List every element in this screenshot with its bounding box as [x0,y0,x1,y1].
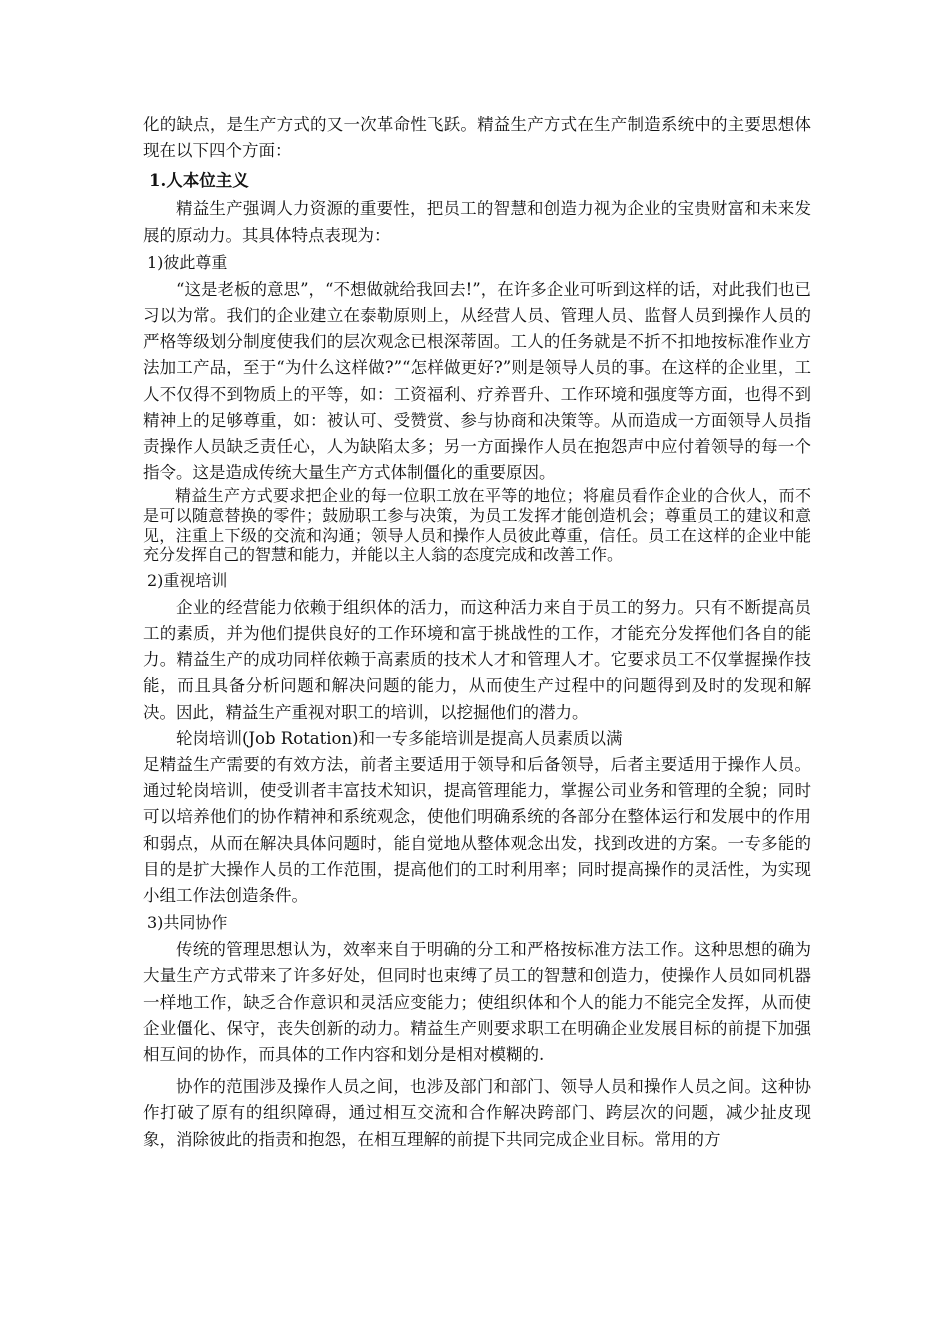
section1-paragraph: 精益生产强调人力资源的重要性，把员工的智慧和创造力视为企业的宝贵财富和未来发展的原动力。其具体特点表现为： [143,199,811,245]
subheading-training: 2)重视培训 [147,570,228,590]
cooperation-paragraph-1: 传统的管理思想认为，效率来自于明确的分工和严格按标准方法工作。这种思想的确为大量生产方式带来了许多好处，但同时也束缚了员工的智慧和创造力，使操作人员如同机器一样地工作，缺乏合作意识和灵活应变能力；使组织体和个人的能力不能完全发挥，从而使企业僵化、保守，丧失创新的动力。精益生产则要求职工在明确企业发展目标的前提下加强相互间的协作，而具体的工作内容和划分是相对模糊的. [143,940,811,1065]
subheading-cooperation: 3)共同协作 [147,913,228,933]
cooperation-paragraph-2: 协作的范围涉及操作人员之间，也涉及部门和部门、领导人员和操作人员之间。这种协作打破了原有的组织障碍，通过相互交流和合作解决跨部门、跨层次的问题，减少扯皮现象，消除彼此的指责和抱怨，在相互理解的前提下共同完成企业目标。常用的方 [143,1077,811,1149]
training-paragraph-2-rest: 足精益生产需要的有效方法，前者主要适用于领导和后备领导，后者主要适用于操作人员。通过轮岗培训，使受训者丰富技术知识，提高管理能力，掌握公司业务和管理的全貌；同时可以培养他们的协作精神和系统观念，使他们明确系统的各部分在整体运行和发展中的作用和弱点，从而在解决具体问题时，能自觉地从整体观念出发，找到改进的方案。一专多能的目的是扩大操作人员的工作范围，提高他们的工时利用率；同时提高操作的灵活性，为实现小组工作法创造条件。 [143,755,811,906]
mutual-respect-paragraph-2: 精益生产方式要求把企业的每一位职工放在平等的地位；将雇员看作企业的合伙人，而不是可以随意替换的零件；鼓励职工参与决策，为员工发挥才能创造机会；尊重员工的建议和意见，注重上下级的交流和沟通；领导人员和操作人员彼此尊重，信任。员工在这样的企业中能充分发挥自己的智慧和能力，并能以主人翁的态度完成和改善工作。 [143,486,811,565]
mutual-respect-paragraph-1: “这是老板的意思”，“不想做就给我回去!”，在许多企业可听到这样的话，对此我们也已习以为常。我们的企业建立在泰勒原则上，从经营人员、管理人员、监督人员到操作人员的严格等级划分制度使我们的层次观念已根深蒂固。工人的任务就是不折不扣地按标准作业方法加工产品，至于“为什么这样做?”“怎样做更好?”则是领导人员的事。在这样的企业里，工人不仅得不到物质上的平等，如：工资福利、疗养晋升、工作环境和强度等方面，也得不到精神上的足够尊重，如：被认可、受赞赏、参与协商和决策等。从而造成一方面领导人员指责操作人员缺乏责任心，人为缺陷太多；另一方面操作人员在抱怨声中应付着领导的每一个指令。这是造成传统大量生产方式体制僵化的重要原因。 [143,279,811,483]
training-paragraph-2-line1: 轮岗培训(Job Rotation)和一专多能培训是提高人员素质以满 [176,728,623,748]
section-heading-1: 1.人本位主义 [149,171,249,191]
training-paragraph-1: 企业的经营能力依赖于组织体的活力，而这种活力来自于员工的努力。只有不断提高员工的素质，并为他们提供良好的工作环境和富于挑战性的工作，才能充分发挥他们各自的能力。精益生产的成功同样依赖于高素质的技术人才和管理人才。它要求员工不仅掌握操作技能，而且具备分析问题和解决问题的能力，从而使生产过程中的问题得到及时的发现和解决。因此，精益生产重视对职工的培训，以挖掘他们的潜力。 [143,597,811,722]
intro-paragraph: 化的缺点，是生产方式的又一次革命性飞跃。精益生产方式在生产制造系统中的主要思想体现在以下四个方面： [143,115,811,161]
document-page [143,112,811,1153]
subheading-mutual-respect: 1)彼此尊重 [147,252,228,272]
